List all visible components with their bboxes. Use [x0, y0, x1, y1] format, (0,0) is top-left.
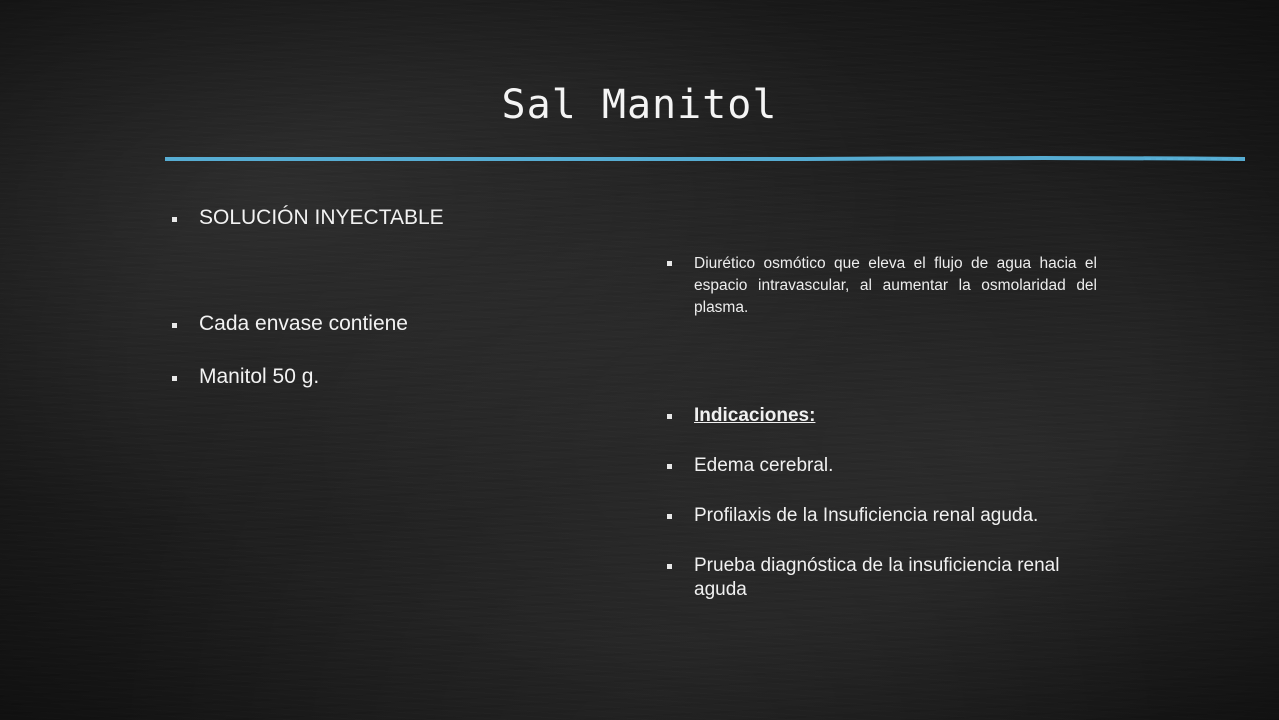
indication-item [667, 554, 1087, 602]
square-bullet-icon [667, 464, 672, 469]
indication-item [667, 454, 1107, 478]
bullet-text: Cada envase contiene [199, 312, 408, 335]
list-item [172, 312, 408, 336]
description-item [667, 253, 1097, 319]
square-bullet-icon [667, 261, 672, 266]
square-bullet-icon [172, 323, 177, 328]
list-item [172, 206, 444, 230]
indication-text: Profilaxis de la Insuficiencia renal aguda. [694, 505, 1039, 526]
square-bullet-icon [667, 564, 672, 569]
indications-heading: Indicaciones: [694, 405, 816, 426]
title-divider [165, 156, 1245, 162]
square-bullet-icon [667, 414, 672, 419]
indication-text: Edema cerebral. [694, 455, 834, 476]
list-item [172, 365, 319, 389]
bullet-text: SOLUCIÓN INYECTABLE [199, 206, 444, 229]
slide-title: Sal Manitol [501, 82, 778, 128]
square-bullet-icon [172, 217, 177, 222]
indication-text: Prueba diagnóstica de la insuficiencia renal aguda [694, 555, 1060, 600]
square-bullet-icon [667, 514, 672, 519]
indication-item [667, 504, 1107, 528]
description-text: Diurético osmótico que eleva el flujo de agua hacia el espacio intravascular, al aumentar la osmolaridad del plasma. [694, 255, 1097, 316]
indications-heading-item [667, 404, 1107, 428]
square-bullet-icon [172, 376, 177, 381]
bullet-text: Manitol 50 g. [199, 365, 320, 388]
